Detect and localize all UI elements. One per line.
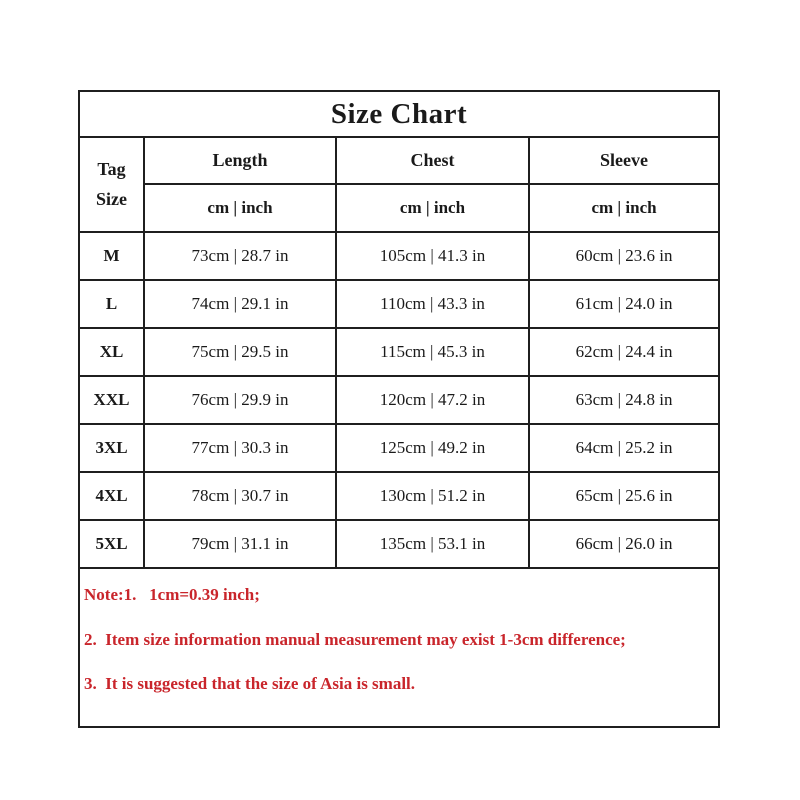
chest-value-cell: 105cm | 41.3 in — [336, 232, 529, 280]
sleeve-value-cell: 60cm | 23.6 in — [529, 232, 719, 280]
sleeve-value-cell: 66cm | 26.0 in — [529, 520, 719, 568]
tag-size-cell: 3XL — [79, 424, 144, 472]
unit-header-sleeve: cm | inch — [529, 184, 719, 232]
length-value-cell: 73cm | 28.7 in — [144, 232, 336, 280]
length-value-cell: 78cm | 30.7 in — [144, 472, 336, 520]
sleeve-value-cell: 63cm | 24.8 in — [529, 376, 719, 424]
tag-size-cell: XXL — [79, 376, 144, 424]
length-value-cell: 79cm | 31.1 in — [144, 520, 336, 568]
notes-row — [79, 568, 719, 727]
title-row — [79, 91, 719, 137]
length-value-cell: 77cm | 30.3 in — [144, 424, 336, 472]
tag-size-cell: XL — [79, 328, 144, 376]
column-header-chest: Chest — [336, 137, 529, 184]
chest-value-cell: 110cm | 43.3 in — [336, 280, 529, 328]
tag-size-label-line1: Tag — [97, 159, 126, 179]
tag-size-cell: 5XL — [79, 520, 144, 568]
sleeve-value-cell: 61cm | 24.0 in — [529, 280, 719, 328]
table-row-3xl — [79, 424, 719, 472]
size-chart-container — [78, 90, 718, 728]
chest-value-cell: 125cm | 49.2 in — [336, 424, 529, 472]
tag-size-label-line2: Size — [96, 189, 127, 209]
unit-header-length: cm | inch — [144, 184, 336, 232]
unit-header-row — [79, 184, 719, 232]
unit-header-chest: cm | inch — [336, 184, 529, 232]
tag-size-cell: M — [79, 232, 144, 280]
tag-size-cell: L — [79, 280, 144, 328]
tag-size-header-cell — [79, 137, 144, 232]
note-line-2: 2. Item size information manual measurement may exist 1-3cm difference; — [84, 629, 626, 649]
length-value-cell: 75cm | 29.5 in — [144, 328, 336, 376]
column-header-length: Length — [144, 137, 336, 184]
column-header-row — [79, 137, 719, 184]
notes-section — [79, 568, 719, 727]
sleeve-value-cell: 65cm | 25.6 in — [529, 472, 719, 520]
chest-value-cell: 130cm | 51.2 in — [336, 472, 529, 520]
size-chart-table — [78, 90, 720, 728]
note-line-3: 3. It is suggested that the size of Asia is small. — [84, 674, 416, 694]
table-row-m — [79, 232, 719, 280]
size-chart-title: Size Chart — [79, 91, 719, 137]
chest-value-cell: 120cm | 47.2 in — [336, 376, 529, 424]
sleeve-value-cell: 64cm | 25.2 in — [529, 424, 719, 472]
sleeve-value-cell: 62cm | 24.4 in — [529, 328, 719, 376]
note-line-1: Note:1. 1cm=0.39 inch; — [84, 585, 260, 604]
length-value-cell: 74cm | 29.1 in — [144, 280, 336, 328]
column-header-sleeve: Sleeve — [529, 137, 719, 184]
tag-size-cell: 4XL — [79, 472, 144, 520]
length-value-cell: 76cm | 29.9 in — [144, 376, 336, 424]
chest-value-cell: 135cm | 53.1 in — [336, 520, 529, 568]
table-row-4xl — [79, 472, 719, 520]
table-row-xxl — [79, 376, 719, 424]
table-row-xl — [79, 328, 719, 376]
table-row-l — [79, 280, 719, 328]
chest-value-cell: 115cm | 45.3 in — [336, 328, 529, 376]
table-row-5xl — [79, 520, 719, 568]
